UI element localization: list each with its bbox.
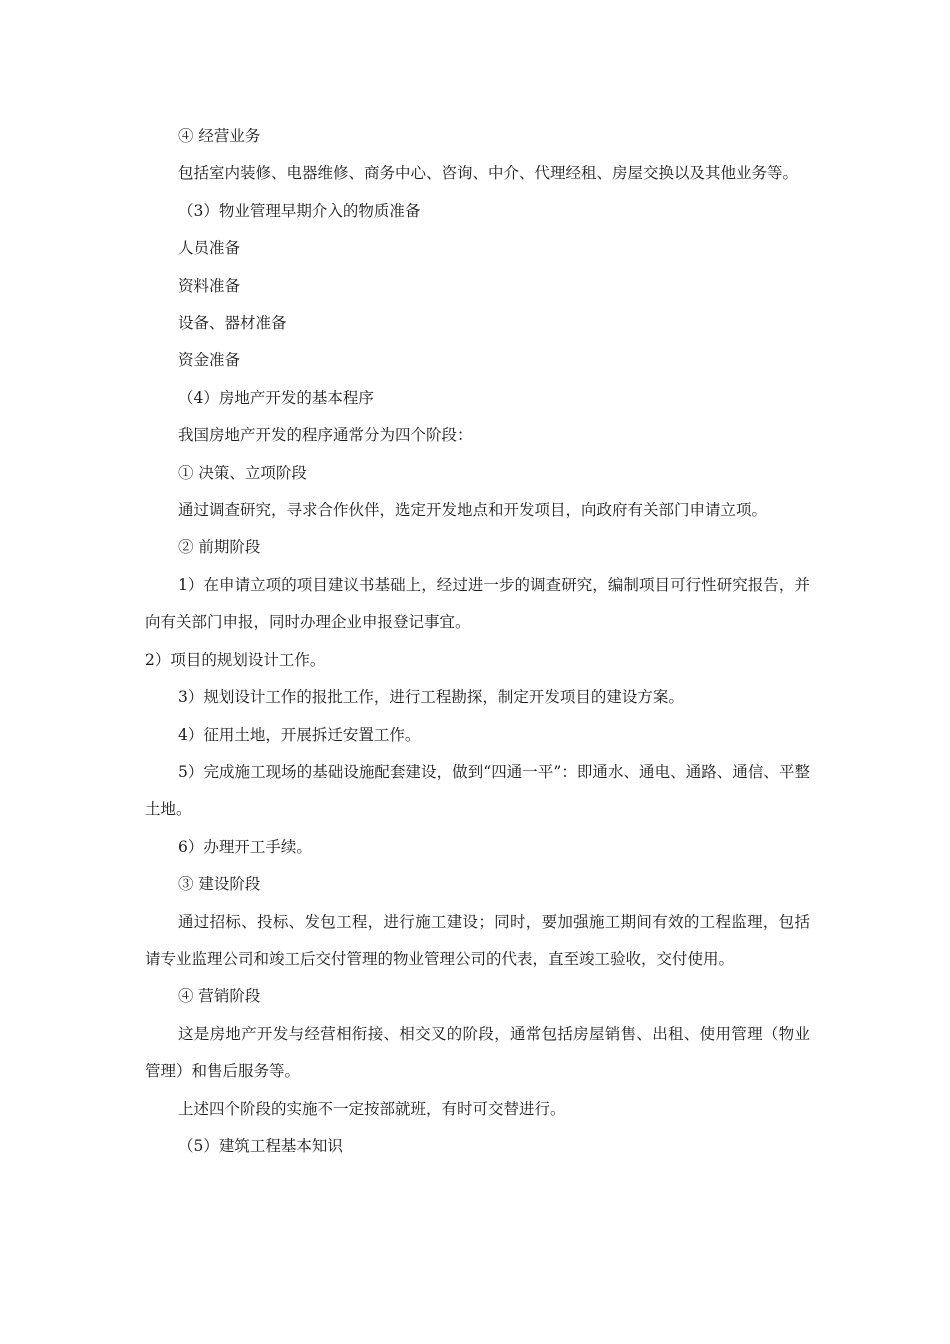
list-item: 资料准备: [178, 276, 241, 295]
subsection-heading-marketing-stage: ④ 营销阶段: [178, 987, 261, 1006]
list-item: 1）在申请立项的项目建议书基础上，经过进一步的调查研究，编制项目可行性研究报告，并向有关部门申报，同时办理企业申报登记事宜。: [145, 575, 810, 632]
list-item: 资金准备: [178, 351, 241, 370]
list-item: 4）征用土地，开展拆迁安置工作。: [178, 725, 421, 744]
list-item: 设备、器材准备: [178, 314, 287, 333]
paragraph: 这是房地产开发与经营相衔接、相交叉的阶段，通常包括房屋销售、出租、使用管理（物业管理）和售后服务等。: [145, 1024, 810, 1081]
list-item: 3）规划设计工作的报批工作，进行工程勘探，制定开发项目的建设方案。: [178, 688, 684, 707]
list-item: 人员准备: [178, 239, 241, 258]
list-item: 2）项目的规划设计工作。: [145, 650, 326, 669]
section-heading-development-procedure: （4）房地产开发的基本程序: [178, 388, 374, 407]
section-heading-construction-basics: （5）建筑工程基本知识: [178, 1136, 343, 1155]
subsection-heading-decision-stage: ① 决策、立项阶段: [178, 463, 307, 482]
document-body: [145, 118, 810, 1165]
paragraph: 通过调查研究，寻求合作伙伴，选定开发地点和开发项目，向政府有关部门申请立项。: [178, 501, 768, 520]
section-heading-material-preparation: （3）物业管理早期介入的物质准备: [178, 201, 421, 220]
list-item: 5）完成施工现场的基础设施配套建设，做到“四通一平”：即通水、通电、通路、通信、平整土地。: [145, 762, 810, 819]
paragraph: 包括室内装修、电器维修、商务中心、咨询、中介、代理经租、房屋交换以及其他业务等。: [178, 164, 799, 183]
subsection-heading-construction-stage: ③ 建设阶段: [178, 875, 261, 894]
subsection-heading-preliminary-stage: ② 前期阶段: [178, 538, 261, 557]
paragraph: 我国房地产开发的程序通常分为四个阶段：: [178, 426, 473, 445]
list-item: 6）办理开工手续。: [178, 837, 312, 856]
paragraph: 通过招标、投标、发包工程，进行施工建设；同时，要加强施工期间有效的工程监理，包括请专业监理公司和竣工后交付管理的物业管理公司的代表，直至竣工验收，交付使用。: [145, 912, 810, 968]
subsection-heading-business-operations: ④ 经营业务: [178, 127, 261, 145]
paragraph: 上述四个阶段的实施不一定按部就班，有时可交替进行。: [178, 1099, 566, 1118]
